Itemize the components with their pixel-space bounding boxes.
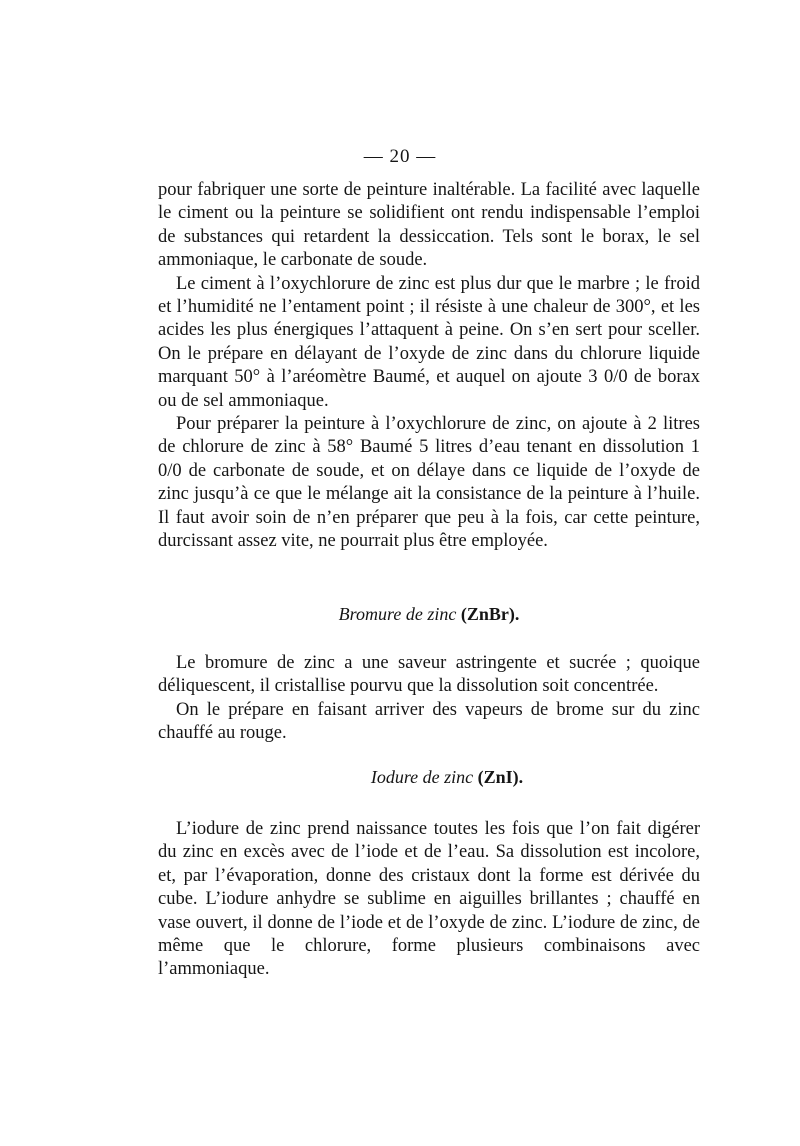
paragraph-bromure-saveur: Le bromure de zinc a une saveur astringente et sucrée ; quoique déliquescent, il cristallise pourvu que la dissolution soit concentrée. — [158, 653, 700, 697]
heading-formula: (ZnBr). — [460, 604, 520, 624]
paragraph-peinture-inalterable: pour fabriquer une sorte de peinture inaltérable. La facilité avec laquelle le ciment ou la peinture se solidifient ont rendu indispensable l’emploi de substances qui retardent la dessiccation. Tels sont le borax, le sel ammoniaque, le carbonate de soude. — [158, 180, 700, 271]
heading-name: Iodure de zinc — [370, 767, 474, 787]
heading-name: Bromure de zinc — [338, 604, 457, 624]
heading-formula: (ZnI). — [477, 767, 524, 787]
paragraph-iodure: L’iodure de zinc prend naissance toutes les fois que l’on fait digérer du zinc en excès avec de l’iode et de l’eau. Sa dissolution est incolore, et, par l’évaporation, donne des cristaux dont la forme est dérivée du cube. L’iodure anhydre se sublime en aiguilles brillantes ; chauffé en vase ouvert, il donne de l’iode et de l’oxyde de zinc. L’iodure de zinc, de même que le chlorure, forme plusieurs combinaisons avec l’ammoniaque. — [158, 819, 700, 980]
text-block-oxychlorure — [158, 179, 700, 554]
section-heading-iodure — [158, 767, 700, 788]
paragraph-ciment-oxychlorure: Le ciment à l’oxychlorure de zinc est plus dur que le marbre ; le froid et l’humidité ne l’entament point ; il résiste à une chaleur de 300°, et les acides les plus énergiques l’attaquent à peine. On s’en sert pour sceller. On le prépare en délayant de l’oxyde de zinc dans du chlorure liquide marquant 50° à l’aréomètre Baumé, et auquel on ajoute 3 0/0 de borax ou de sel ammoniaque. — [158, 273, 700, 411]
text-block-iodure — [158, 818, 700, 982]
page-number: — 20 — — [363, 146, 437, 167]
text-block-bromure — [158, 652, 700, 746]
paragraph-peinture-preparation: Pour préparer la peinture à l’oxychlorure de zinc, on ajoute à 2 litres de chlorure de zinc à 58° Baumé 5 litres d’eau tenant en dissolution 1 0/0 de carbonate de soude, et on délaye dans ce liquide de l’oxyde de zinc jusqu’à ce que le mélange ait la consistance de la peinture à l’huile. Il faut avoir soin de n’en préparer que peu à la fois, car cette peinture, durcissant assez vite, ne pourrait plus être employée. — [158, 414, 700, 552]
paragraph-bromure-preparation: On le prépare en faisant arriver des vapeurs de brome sur du zinc chauffé au rouge. — [158, 699, 700, 744]
section-heading-bromure — [158, 604, 700, 625]
